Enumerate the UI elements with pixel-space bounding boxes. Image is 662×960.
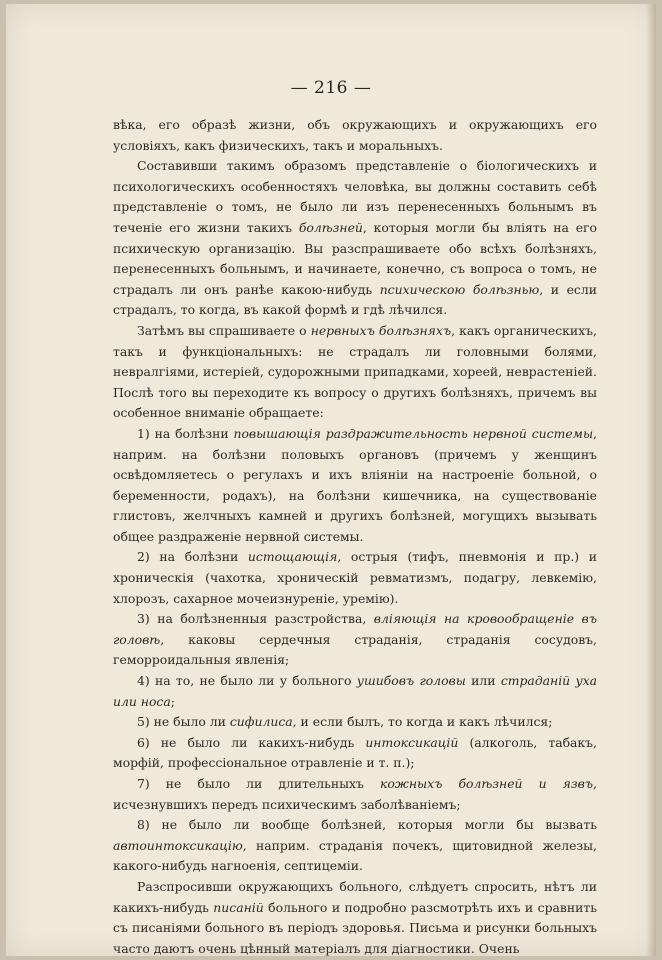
text-run: (алкоголь, табакъ, морфій, профессіональное отравленіе и т. п.); xyxy=(113,734,597,771)
paragraph xyxy=(113,547,597,609)
body-text xyxy=(113,115,597,959)
paragraph xyxy=(113,671,597,712)
text-run: 7) не было ли длительныхъ xyxy=(137,776,380,791)
book-page xyxy=(6,4,656,956)
text-run: , наприм. на болѣзни половыхъ органовъ (причемъ у женщинъ освѣдомляетесь о регулахъ и ихъ вліяніи на настроеніе больной, о беременности, родахъ), на болѣзни кишечника, на существованіе глистовъ, желчныхъ камней и другихъ болѣзней, могущихъ вызывать общее раздраженіе нервной системы. xyxy=(113,425,597,544)
text-run: 5) не было ли xyxy=(137,714,230,730)
text-run: Разспросивши окружающихъ больного, слѣдуетъ спросить, нѣтъ ли какихъ-нибудь xyxy=(113,878,597,915)
emphasized-text: ушибовъ головы xyxy=(356,673,466,689)
text-run: , и если былъ, то когда и какъ лѣчился; xyxy=(292,714,553,730)
emphasized-text: психическою болѣзнью xyxy=(379,281,540,297)
emphasized-text: страданій уха или носа xyxy=(113,673,598,709)
text-run: , какъ органическихъ, такъ и функціональныхъ: не страдалъ ли головными болями, невралгіями, истеріей, судорожными припадками, хореей, неврастеніей. Послѣ того вы переходите къ вопросу о другихъ болѣзняхъ, причемъ вы особенное вниманіе обращаете: xyxy=(113,322,597,421)
text-run: , и если страдалъ, то когда, въ какой формѣ и гдѣ лѣчился. xyxy=(113,281,597,318)
emphasized-text: нервныхъ болѣзняхъ xyxy=(310,322,452,338)
paragraph xyxy=(113,609,597,671)
emphasized-text: сифилиса xyxy=(229,714,293,730)
emphasized-text: вліяющія на кровообращеніе въ головѣ xyxy=(113,611,598,647)
text-run: Составивши такимъ образомъ представленіе о біологическихъ и психологическихъ особенностяхъ человѣка, вы должны составить себѣ представленіе о томъ, не было ли изъ перенесенныхъ больнымъ въ теченіе его жизни такихъ xyxy=(113,158,597,235)
text-run: 6) не было ли какихъ-нибудь xyxy=(137,734,366,750)
text-run: 1) на болѣзни xyxy=(137,425,234,441)
text-run: ; xyxy=(170,693,175,709)
page-number: — 216 — xyxy=(290,78,372,98)
text-run: или xyxy=(465,673,501,689)
paragraph xyxy=(113,733,597,774)
emphasized-text: истощающія xyxy=(247,549,338,565)
emphasized-text: кожныхъ болѣзней и язвъ xyxy=(379,776,594,791)
emphasized-text: интоксикацій xyxy=(365,734,459,750)
text-run: 3) на болѣзненныя разстройства, xyxy=(137,611,374,627)
paragraph xyxy=(113,424,597,548)
text-run: 8) не было ли вообще болѣзней, которыя могли бы вызвать xyxy=(137,817,597,833)
paragraph xyxy=(113,774,597,815)
emphasized-text: болѣзней xyxy=(298,219,363,235)
paragraph xyxy=(113,321,597,424)
text-run: 4) на то, не было ли у больного xyxy=(137,673,357,689)
text-run: вѣка, его образѣ жизни, объ окружающихъ и окружающихъ его условіяхъ, какъ физическихъ, такъ и моральныхъ. xyxy=(113,117,597,153)
text-run: , исчезнувшихъ передъ психическимъ заболѣваніемъ; xyxy=(113,776,597,812)
text-run: 2) на болѣзни xyxy=(137,549,248,565)
paragraph xyxy=(113,877,597,959)
paragraph xyxy=(113,115,597,156)
emphasized-text: писаній xyxy=(213,899,264,915)
emphasized-text: автоинтоксикацію xyxy=(113,837,243,853)
paragraph xyxy=(113,712,597,733)
text-run: больного и подробно разсмотрѣть ихъ и сравнить съ писаніями больного въ періодъ здоровья. Письма и рисунки больныхъ часто даютъ очень цѣнный матеріалъ для діагностики. Очень xyxy=(113,899,597,956)
text-run: Затѣмъ вы спрашиваете о xyxy=(137,322,311,338)
text-run: , острыя (тифъ, пневмонія и пр.) и хроническія (чахотка, хроническій ревматизмъ, подагру, левкемію, хлорозъ, сахарное мочеизнуреніе, уремію). xyxy=(113,549,598,606)
page-edge-shadow xyxy=(646,4,656,956)
paragraph xyxy=(113,156,597,321)
text-run: , наприм. страданія почекъ, щитовидной железы, какого-нибудь нагноенія, септицеміи. xyxy=(113,837,597,874)
text-run: , которыя могли бы вліять на его психическую организацію. Вы разспрашиваете обо всѣхъ болѣзняхъ, перенесенныхъ больнымъ, и начинаете, конечно, съ вопроса о томъ, не страдалъ ли онъ ранѣе какою-нибудь xyxy=(113,219,597,297)
paragraph xyxy=(113,815,597,877)
emphasized-text: повышающія раздражительность нервной системы xyxy=(233,425,594,441)
text-run: , каковы сердечныя страданія, страданія сосудовъ, геморроидальныя явленія; xyxy=(113,631,597,668)
